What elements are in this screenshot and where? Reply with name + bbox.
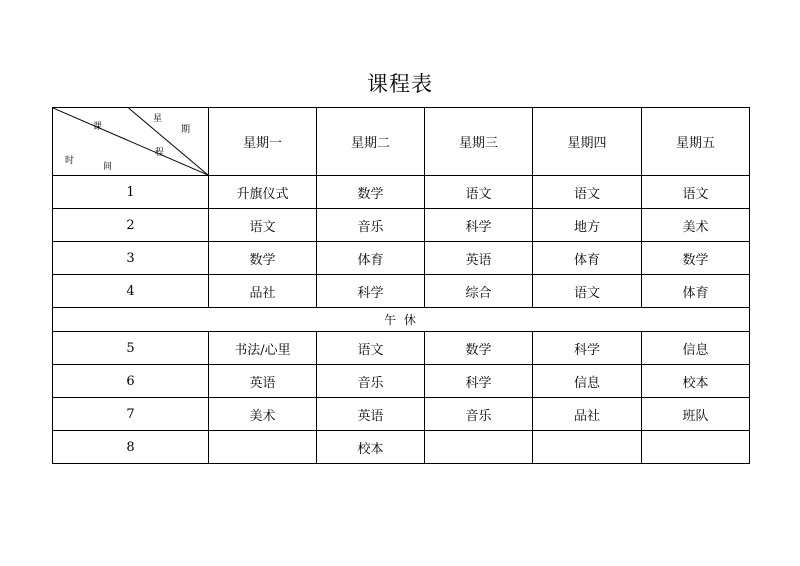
class-cell: 综合 <box>425 275 533 308</box>
class-cell: 科学 <box>425 209 533 242</box>
class-cell: 体育 <box>533 242 642 275</box>
diagonal-lines <box>53 108 208 175</box>
class-cell: 书法/心里 <box>209 332 317 365</box>
class-cell: 数学 <box>209 242 317 275</box>
class-cell: 校本 <box>317 431 425 464</box>
class-cell: 班队 <box>642 398 750 431</box>
diagonal-line-upper <box>129 108 208 175</box>
class-cell: 音乐 <box>317 365 425 398</box>
class-cell: 科学 <box>533 332 642 365</box>
period-number: 6 <box>53 365 209 398</box>
period-number: 1 <box>53 176 209 209</box>
class-cell: 体育 <box>642 275 750 308</box>
class-cell: 语文 <box>317 332 425 365</box>
class-cell: 音乐 <box>317 209 425 242</box>
corner-label-time-1: 时 <box>65 156 75 166</box>
day-header-tue: 星期二 <box>317 108 425 176</box>
class-cell: 科学 <box>317 275 425 308</box>
table-row <box>53 176 750 209</box>
class-cell: 语文 <box>642 176 750 209</box>
corner-label-day-2: 期 <box>181 125 191 135</box>
class-cell: 语文 <box>209 209 317 242</box>
class-cell: 品社 <box>209 275 317 308</box>
period-number: 7 <box>53 398 209 431</box>
class-cell: 英语 <box>425 242 533 275</box>
period-number: 5 <box>53 332 209 365</box>
lunch-break-label: 午 休 <box>53 308 750 332</box>
class-cell: 语文 <box>533 275 642 308</box>
table-row <box>53 275 750 308</box>
header-row <box>53 108 750 176</box>
class-cell: 语文 <box>533 176 642 209</box>
class-cell: 信息 <box>642 332 750 365</box>
corner-label-day-1: 星 <box>153 114 163 124</box>
table-row <box>53 365 750 398</box>
class-cell: 科学 <box>425 365 533 398</box>
class-cell <box>533 431 642 464</box>
corner-header-cell <box>53 108 209 176</box>
page-title: 课程表 <box>367 72 433 96</box>
class-cell: 数学 <box>425 332 533 365</box>
class-cell <box>642 431 750 464</box>
period-number: 8 <box>53 431 209 464</box>
class-cell: 品社 <box>533 398 642 431</box>
table-row <box>53 431 750 464</box>
class-cell: 升旗仪式 <box>209 176 317 209</box>
day-header-wed: 星期三 <box>425 108 533 176</box>
class-cell: 校本 <box>642 365 750 398</box>
table-row <box>53 209 750 242</box>
period-number: 3 <box>53 242 209 275</box>
class-cell: 数学 <box>642 242 750 275</box>
table-row <box>53 398 750 431</box>
class-cell: 美术 <box>642 209 750 242</box>
corner-label-lesson-2: 程 <box>155 148 165 158</box>
class-cell: 数学 <box>317 176 425 209</box>
lunch-break-row <box>53 308 750 332</box>
class-cell: 英语 <box>209 365 317 398</box>
class-cell: 语文 <box>425 176 533 209</box>
corner-label-time-2: 间 <box>103 162 113 172</box>
class-cell: 地方 <box>533 209 642 242</box>
class-cell <box>425 431 533 464</box>
corner-label-lesson-1: 课 <box>93 122 103 132</box>
class-cell: 英语 <box>317 398 425 431</box>
day-header-fri: 星期五 <box>642 108 750 176</box>
schedule-table <box>52 107 750 464</box>
day-header-mon: 星期一 <box>209 108 317 176</box>
class-cell: 美术 <box>209 398 317 431</box>
class-cell: 体育 <box>317 242 425 275</box>
period-number: 2 <box>53 209 209 242</box>
diagonal-line-lower <box>53 108 208 175</box>
day-header-thu: 星期四 <box>533 108 642 176</box>
class-cell: 音乐 <box>425 398 533 431</box>
period-number: 4 <box>53 275 209 308</box>
table-row <box>53 332 750 365</box>
class-cell: 信息 <box>533 365 642 398</box>
class-cell <box>209 431 317 464</box>
table-row <box>53 242 750 275</box>
